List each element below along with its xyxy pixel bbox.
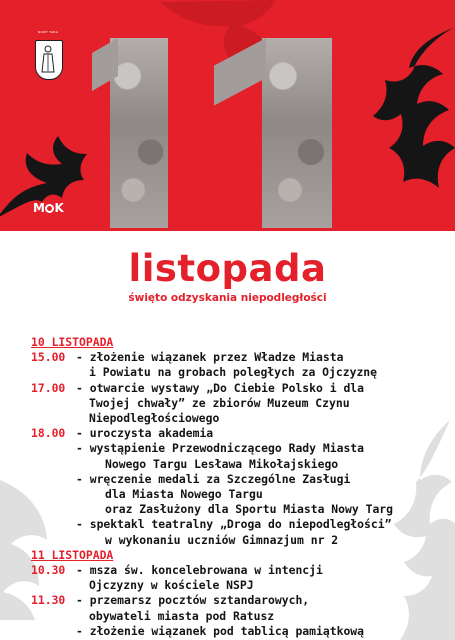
program-item — [31, 426, 446, 441]
event-text: obywateli miasta pod Ratusz — [89, 608, 275, 623]
event-text: oraz Zasłużony dla Sportu Miasta Nowy Targ — [105, 502, 394, 517]
program-subitem — [31, 441, 446, 471]
crest-caption: NOWY TARG — [37, 30, 59, 34]
program-item — [31, 350, 446, 380]
page-subtitle: święto odzyskania niepodległości — [128, 292, 327, 304]
program-item — [31, 563, 446, 593]
event-text: - wręczenie medali za Szczególne Zasługi — [76, 471, 351, 486]
event-time: 17.00 — [31, 380, 66, 395]
day-heading: 11 LISTOPADA — [31, 547, 114, 562]
event-text: i Powiatu na grobach poległych za Ojczyznę — [89, 365, 378, 380]
logo-ring-icon — [45, 204, 54, 213]
event-time: 18.00 — [31, 426, 66, 441]
event-text: - otwarcie wystawy „Do Ciebie Polsko i dla — [76, 380, 365, 395]
event-text: - wystąpienie Przewodniczącego Rady Miasta — [76, 441, 365, 456]
event-text: Nowego Targu Lesława Mikołajskiego — [105, 456, 339, 471]
event-text: - przemarsz pocztów sztandarowych, — [76, 593, 310, 608]
day-heading: 10 LISTOPADA — [31, 335, 114, 349]
event-text: w wykonaniu uczniów Gimnazjum nr 2 — [105, 532, 339, 547]
event-text: Twojej chwały” ze zbiorów Muzeum Czynu — [89, 395, 350, 410]
town-crest — [31, 33, 65, 89]
numeral-digit-one-left — [110, 38, 168, 228]
program-subitem — [31, 472, 446, 518]
event-text: Ojczyzny w kościele NSPJ — [89, 578, 254, 593]
event-text: - spektakl teatralny „Droga do niepodległości” — [76, 517, 392, 532]
event-time: 11.30 — [31, 593, 66, 608]
event-text: Niepodległościowego — [89, 411, 220, 426]
header-band — [0, 0, 455, 231]
event-text: - uroczysta akademia — [76, 426, 214, 441]
saint-figure-icon — [41, 45, 55, 73]
event-program — [31, 335, 446, 639]
event-text: dla Miasta Nowego Targu — [105, 487, 263, 502]
program-item — [31, 593, 446, 623]
program-subitem — [31, 624, 446, 639]
event-text: - złożenie wiązanek przez Władze Miasta — [76, 350, 344, 365]
event-text: - msza św. koncelebrowana w intencji — [76, 563, 323, 578]
eagle-silhouette-icon — [343, 18, 455, 208]
event-time: 15.00 — [31, 350, 66, 365]
event-text: - złożenie wiązanek pod tablicą pamiątkową — [76, 623, 365, 638]
event-time: 10.30 — [31, 563, 66, 578]
numeral-digit-one-right — [262, 38, 332, 228]
program-subitem — [31, 517, 446, 547]
mok-logo: M K — [33, 201, 64, 215]
page-title: listopada — [128, 247, 327, 290]
program-item — [31, 381, 446, 427]
